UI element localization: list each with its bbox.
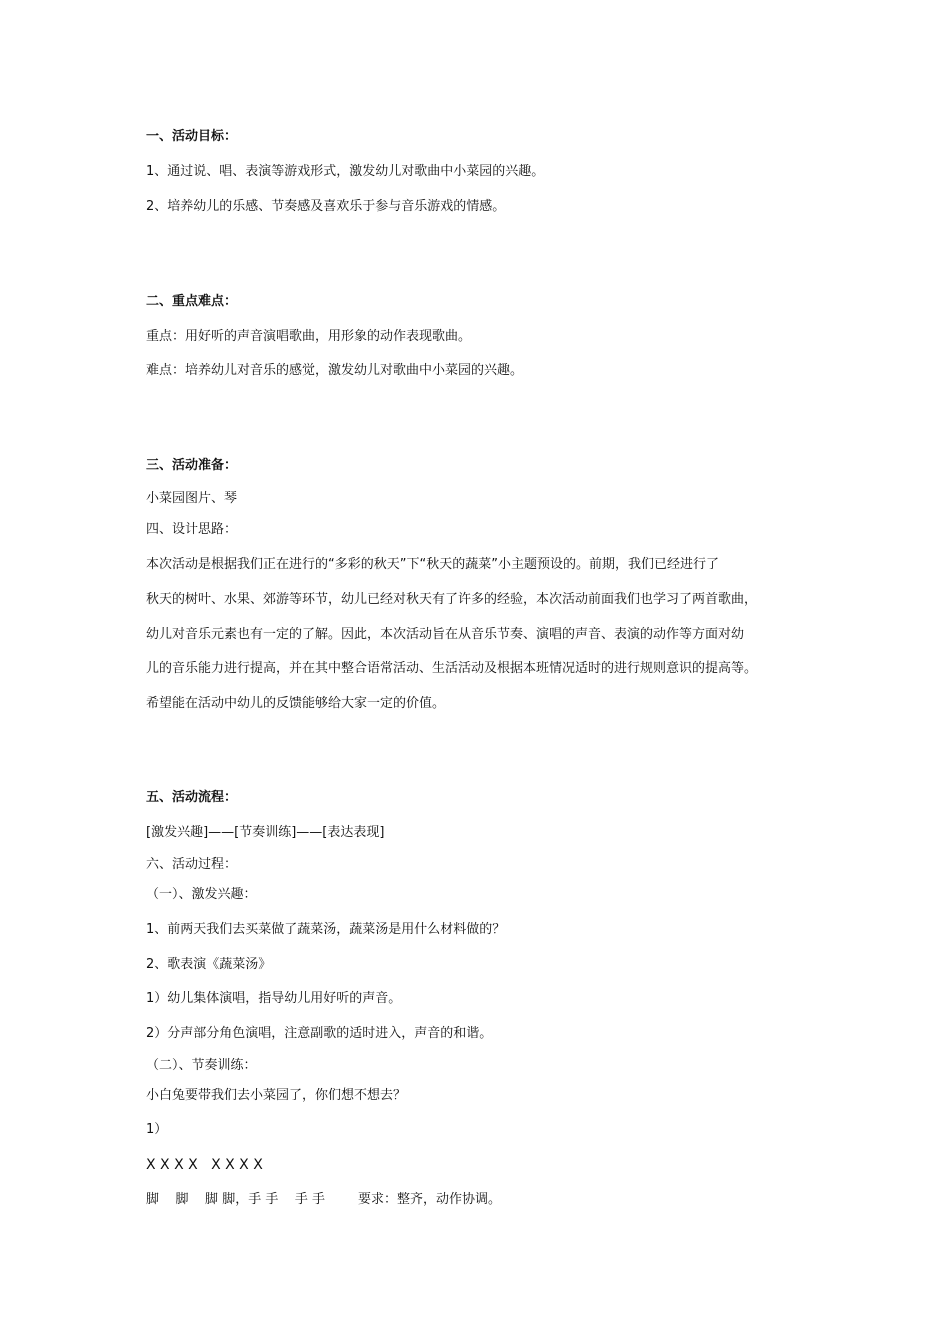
section-6-heading: 六、活动过程：: [146, 857, 238, 872]
design-paragraph-line: 本次活动是根据我们正在进行的“多彩的秋天”下“秋天的蔬菜”小主题预设的。前期，我们已经进行了: [146, 557, 719, 572]
part-1-heading: （一）、激发兴趣：: [146, 887, 257, 902]
part-2-heading: （二）、节奏训练：: [146, 1058, 257, 1073]
section-4-heading: 四、设计思路：: [146, 522, 238, 537]
part-1-item-2: 2、歌表演《蔬菜汤》: [146, 957, 272, 972]
difficult-point: 难点：培养幼儿对音乐的感觉，激发幼儿对歌曲中小菜园的兴趣。: [146, 363, 524, 378]
section-5-heading: 五、活动流程：: [146, 790, 238, 805]
part-2-number: 1）: [146, 1122, 168, 1137]
part-1-subitem-2: 2）分声部分角色演唱，注意副歌的适时进入，声音的和谐。: [146, 1026, 493, 1041]
design-paragraph-line: 希望能在活动中幼儿的反馈能够给大家一定的价值。: [146, 696, 446, 711]
section-1-heading: 一、活动目标：: [146, 129, 238, 144]
section-2-heading: 二、重点难点：: [146, 294, 238, 309]
part-1-subitem-1: 1）幼儿集体演唱，指导幼儿用好听的声音。: [146, 991, 402, 1006]
key-point: 重点：用好听的声音演唱歌曲，用形象的动作表现歌曲。: [146, 329, 472, 344]
section-3-heading: 三、活动准备：: [146, 458, 238, 473]
activity-flow: [激发兴趣]——[节奏训练]——[表达表现]: [146, 825, 385, 840]
design-paragraph-line: 秋天的树叶、水果、郊游等环节，幼儿已经对秋天有了许多的经验，本次活动前面我们也学习了两首歌曲，: [146, 592, 758, 607]
part-2-intro: 小白兔要带我们去小菜园了，你们想不想去？: [146, 1088, 407, 1103]
rhythm-words: 脚 脚 脚 脚，手 手 手 手 要求：整齐，动作协调。: [146, 1192, 502, 1207]
design-paragraph-line: 幼儿对音乐元素也有一定的了解。因此，本次活动旨在从音乐节奏、演唱的声音、表演的动作等方面对幼: [146, 627, 745, 642]
design-paragraph-line: 儿的音乐能力进行提高，并在其中整合语常活动、生活活动及根据本班情况适时的进行规则意识的提高等。: [146, 661, 758, 676]
materials-line: 小菜园图片、琴: [146, 491, 238, 506]
part-1-question-1: 1、前两天我们去买菜做了蔬菜汤，蔬菜汤是用什么材料做的？: [146, 922, 506, 937]
goal-item-1: 1、通过说、唱、表演等游戏形式，激发幼儿对歌曲中小菜园的兴趣。: [146, 164, 545, 179]
goal-item-2: 2、培养幼儿的乐感、节奏感及喜欢乐于参与音乐游戏的情感。: [146, 199, 506, 214]
rhythm-notes: X X X X X X X X: [146, 1157, 263, 1173]
